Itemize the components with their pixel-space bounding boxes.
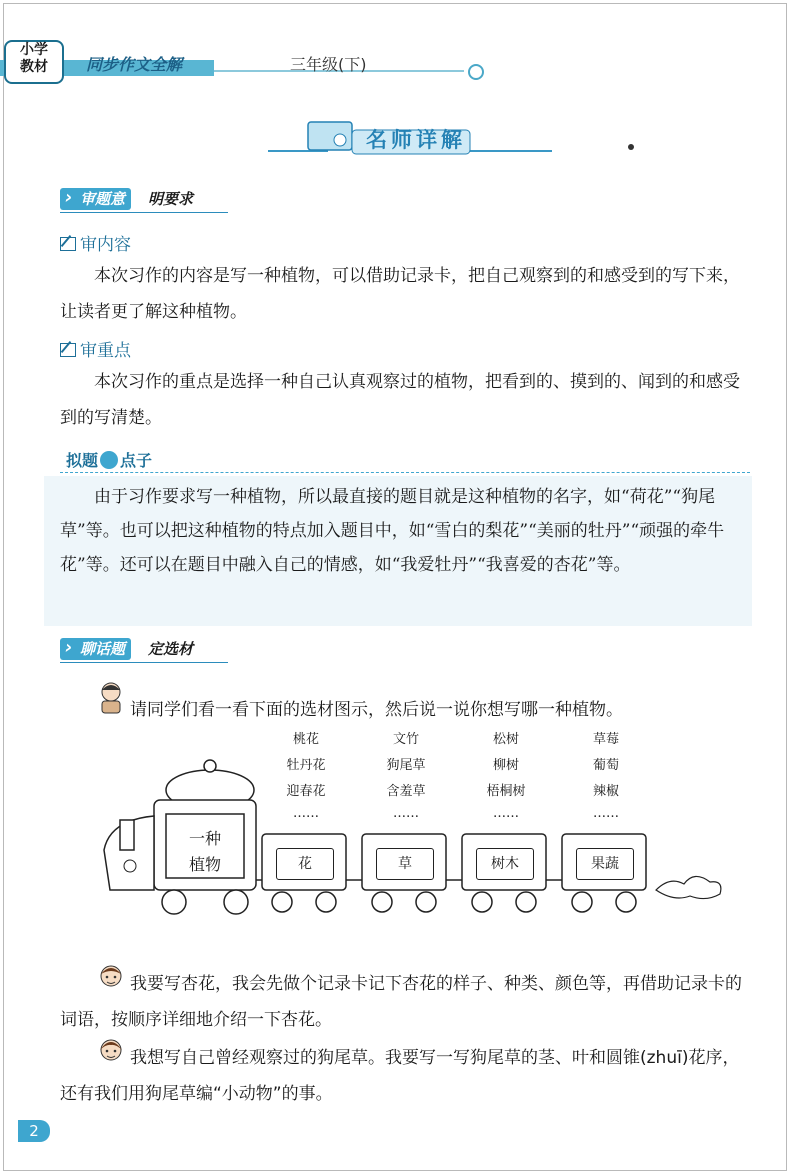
section-tag-3: › 聊话题 bbox=[60, 638, 131, 660]
plant-option: 柳树 bbox=[492, 758, 519, 773]
plant-option: …… bbox=[293, 806, 319, 821]
plant-option: 含羞草 bbox=[386, 784, 426, 799]
pencil-icon bbox=[60, 343, 76, 357]
engine-label-1: 一种 bbox=[188, 829, 221, 848]
title-ideas-dashed-rule bbox=[60, 472, 750, 473]
car-label-flower: 花 bbox=[276, 848, 334, 880]
title-ideas-head-b: 点子 bbox=[120, 451, 153, 470]
plant-option: 文竹 bbox=[392, 732, 419, 747]
plant-option: …… bbox=[393, 806, 419, 821]
section-header-1 bbox=[60, 188, 230, 214]
title-ideas-head-a: 拟题 bbox=[66, 451, 99, 470]
student-line-1: 我要写杏花，我会先做个记录卡记下杏花的样子、种类、颜色等，再借助记录卡的词语，按顺序详细地介绍一下杏花。 bbox=[60, 974, 742, 1030]
pencil-icon bbox=[60, 237, 76, 251]
badge-line-2: 教材 bbox=[20, 59, 48, 75]
plant-option: 牡丹花 bbox=[286, 758, 326, 773]
header-dot-icon bbox=[468, 64, 484, 80]
subheading-focus bbox=[60, 336, 131, 361]
engine-label-2: 植物 bbox=[188, 855, 221, 874]
plant-train-diagram bbox=[90, 730, 730, 920]
title-ideas-paragraph: 由于习作要求写一种植物，所以最直接的题目就是这种植物的名字，如“荷花”“狗尾草”等。也可以把这种植物的特点加入题目中，如“雪白的梨花”“美丽的牡丹”“顽强的牵牛花”等。还可以在题目中融入自己的情感，如“我爱牡丹”“我喜爱的杏花”等。 bbox=[60, 487, 725, 575]
header-badge bbox=[4, 40, 64, 84]
banner-rule-right bbox=[470, 150, 552, 152]
student-line-2: 我想写自己曾经观察过的狗尾草。我要写一写狗尾草的茎、叶和圆锥(zhuī)花序，还有我们用狗尾草编“小动物”的事。 bbox=[60, 1048, 740, 1104]
grade-label: 三年级(下) bbox=[290, 55, 367, 74]
badge-line-1: 小学 bbox=[20, 42, 48, 58]
plant-option: 松树 bbox=[492, 732, 519, 747]
plant-option: 桃花 bbox=[292, 732, 319, 747]
teacher-avatar-icon bbox=[96, 680, 126, 714]
gold-coin-icon bbox=[100, 451, 118, 469]
car-label-grass: 草 bbox=[376, 848, 434, 880]
section-tag-1: › 审题意 bbox=[60, 188, 131, 210]
subheading-focus-label: 审重点 bbox=[80, 341, 131, 361]
plant-option: 葡萄 bbox=[592, 758, 619, 773]
plant-option: …… bbox=[493, 806, 519, 821]
plant-option: 迎春花 bbox=[286, 784, 326, 799]
section-tail-1: 明要求 bbox=[148, 190, 194, 208]
subheading-content bbox=[60, 230, 131, 255]
plant-option: …… bbox=[593, 806, 619, 821]
teacher-line: 请同学们看一看下面的选材图示，然后说一说你想写哪一种植物。 bbox=[130, 700, 623, 720]
section-header-3 bbox=[60, 638, 230, 664]
section-underline-1 bbox=[60, 212, 228, 213]
paragraph-content: 本次习作的内容是写一种植物，可以借助记录卡，把自己观察到的和感受到的写下来，让读者更了解这种植物。 bbox=[60, 266, 740, 322]
title-ideas-header bbox=[66, 448, 152, 471]
section-tail-3: 定选材 bbox=[148, 640, 194, 658]
plant-option: 辣椒 bbox=[592, 784, 619, 799]
paragraph-focus: 本次习作的重点是选择一种自己认真观察过的植物，把看到的、摸到的、闻到的和感受到的写清楚。 bbox=[60, 372, 740, 428]
subheading-content-label: 审内容 bbox=[80, 235, 131, 255]
plant-option: 草莓 bbox=[592, 732, 619, 747]
banner-title: 名师详解 bbox=[366, 128, 466, 152]
plant-option: 梧桐树 bbox=[486, 784, 526, 799]
section-banner bbox=[300, 118, 472, 156]
book-title: 同步作文全解 bbox=[86, 55, 183, 74]
corner-dot bbox=[628, 144, 634, 150]
section-underline-3 bbox=[60, 662, 228, 663]
page-number: 2 bbox=[18, 1120, 50, 1142]
car-label-fruit-veg: 果蔬 bbox=[576, 848, 634, 880]
car-label-tree: 树木 bbox=[476, 848, 534, 880]
train-illustration bbox=[90, 730, 730, 920]
plant-option: 狗尾草 bbox=[386, 758, 426, 773]
